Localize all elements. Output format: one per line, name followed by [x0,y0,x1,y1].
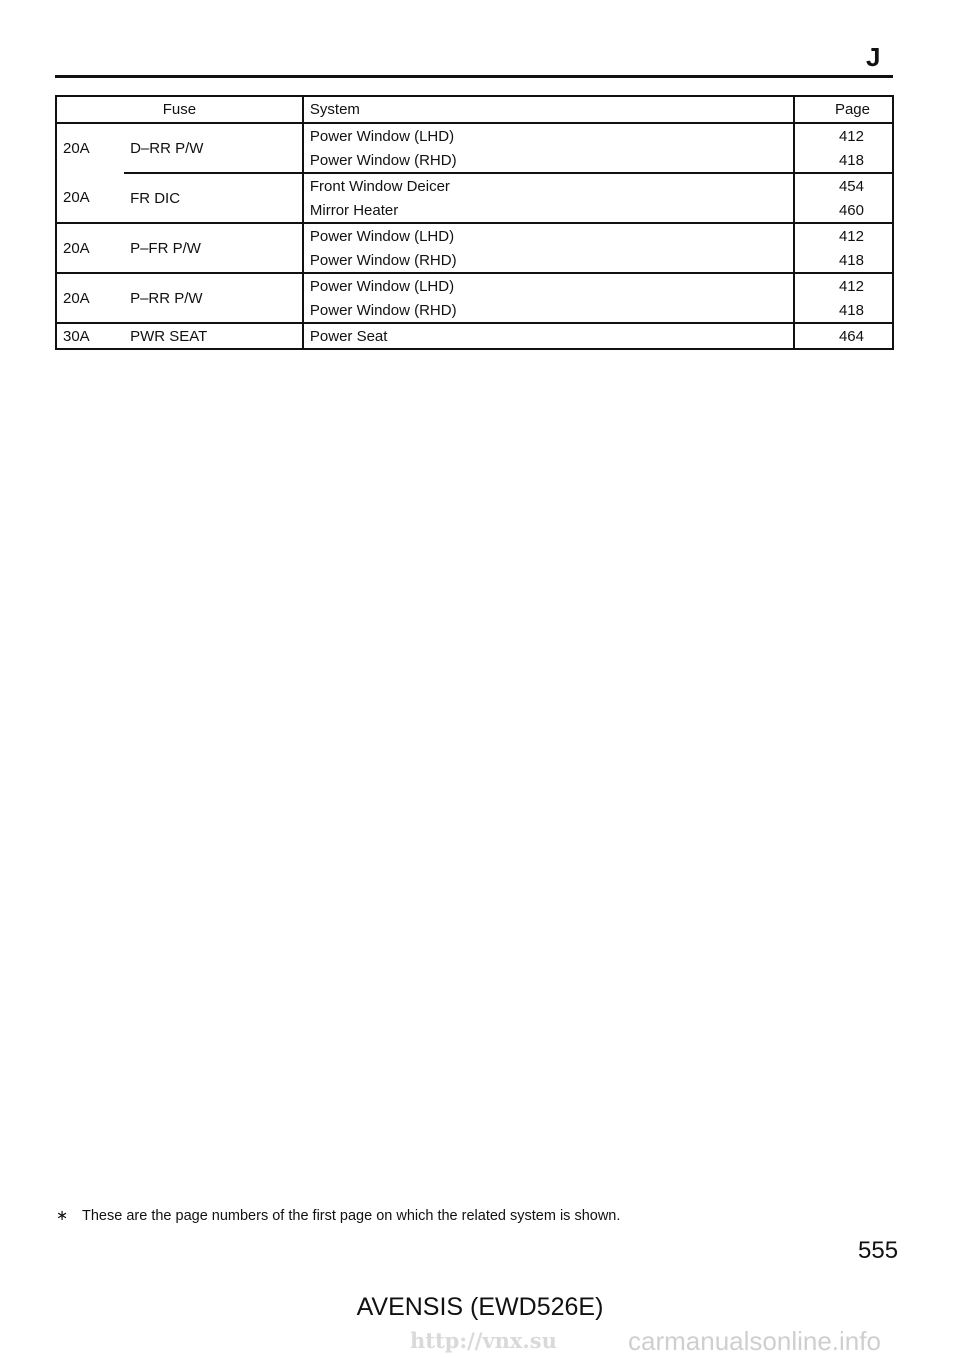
footnote-text: These are the page numbers of the first page on which the related system is shown. [82,1208,621,1224]
fuse-table [55,95,894,350]
page-ref: 460 [794,198,893,223]
table-row [56,173,893,198]
system-name: Power Window (LHD) [303,273,794,298]
page-ref: 464 [794,323,893,349]
watermark-vnx: http://vnx.su [410,1328,557,1353]
system-name: Power Window (LHD) [303,223,794,248]
model-code: AVENSIS (EWD526E) [356,1293,604,1321]
page-ref: 454 [794,173,893,198]
header-rule [55,75,893,78]
table-header-row [56,96,893,123]
system-name: Front Window Deicer [303,173,794,198]
fuse-amperage: 20A [56,273,124,323]
system-name: Power Window (RHD) [303,248,794,273]
column-header-fuse: Fuse [56,96,303,123]
table-row [56,323,893,349]
system-name: Power Window (RHD) [303,148,794,173]
page-ref: 412 [794,273,893,298]
table-row [56,273,893,298]
asterisk-marker: ∗ [56,1208,69,1224]
fuse-amperage: 20A [63,140,90,157]
page-ref: 418 [794,298,893,323]
page-ref: 418 [794,248,893,273]
fuse-name: FR DIC [124,173,303,223]
page-ref: 412 [794,223,893,248]
fuse-name: P–RR P/W [124,273,303,323]
page-ref: 418 [794,148,893,173]
fuse-amperage: 30A [56,323,124,349]
page-number: 555 [858,1237,899,1264]
table-row [56,223,893,248]
fuse-name: D–RR P/W [124,123,303,173]
fuse-name: PWR SEAT [124,323,303,349]
column-header-page: Page [794,96,893,123]
fuse-amperage: 20A [56,173,124,223]
watermark-carmanuals: carmanualsonline.info [628,1326,881,1356]
section-letter: J [866,42,881,72]
system-name: Power Window (LHD) [303,123,794,148]
table-row [56,123,893,148]
column-header-system: System [303,96,794,123]
fuse-amperage: 20A [56,223,124,273]
system-name: Power Seat [303,323,794,349]
fuse-name: P–FR P/W [124,223,303,273]
system-name: Mirror Heater [303,198,794,223]
page-ref: 412 [794,123,893,148]
system-name: Power Window (RHD) [303,298,794,323]
footnote [56,1208,620,1224]
